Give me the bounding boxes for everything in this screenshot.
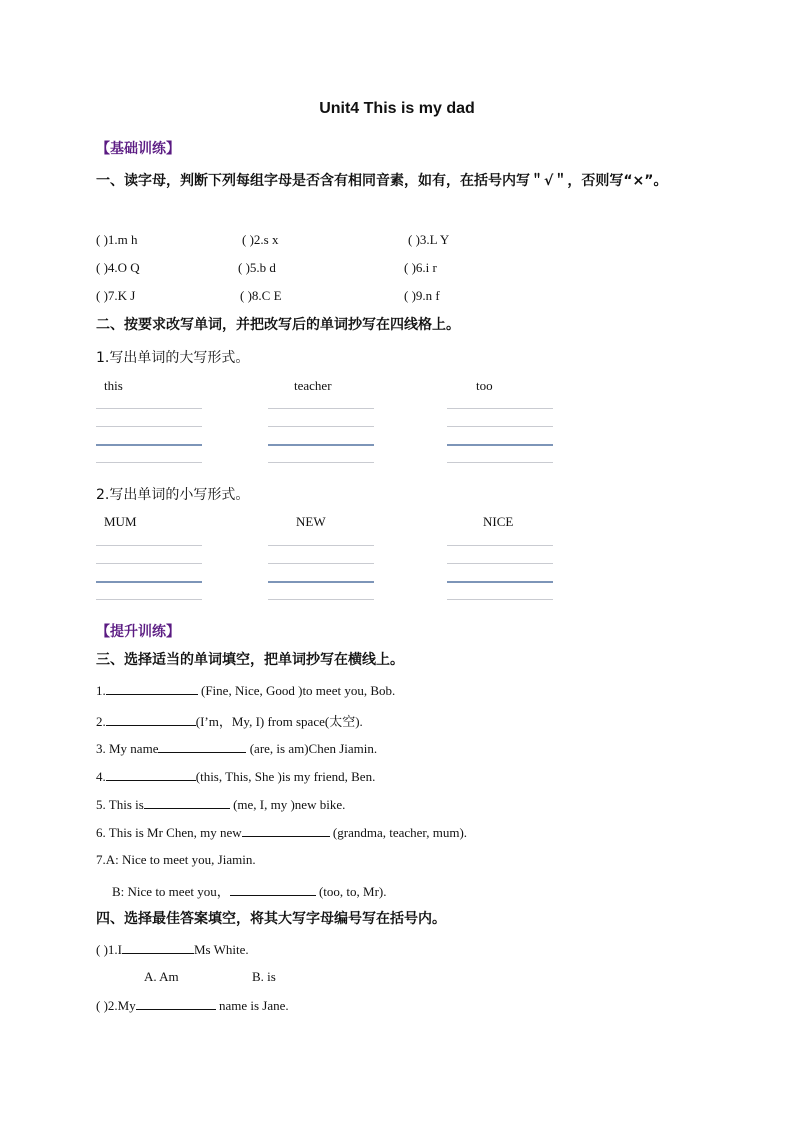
q2-word: too [476, 378, 493, 393]
q1-item: ( )9.n f [404, 288, 440, 303]
answer-blank[interactable] [144, 796, 230, 809]
q3-item-5: 5. This is (me, I, my )new bike. [96, 797, 346, 812]
q3-item-7b: B: Nice to meet you， (too, to, Mr). [112, 884, 387, 899]
q1-item: ( )1.m h [96, 232, 138, 247]
q3-item-3: 3. My name (are, is am)Chen Jiamin. [96, 741, 378, 756]
q2-heading: 二、按要求改写单词，并把改写后的单词抄写在四线格上。 [96, 317, 460, 333]
q3-item-4: 4. (this, This, She )is my friend, Ben. [96, 769, 376, 784]
q2-word: NEW [296, 514, 326, 529]
q3-heading: 三、选择适当的单词填空，把单词抄写在横线上。 [96, 652, 404, 668]
q2-word: teacher [294, 378, 332, 393]
q1-heading: 一、读字母，判断下列每组字母是否含有相同音素，如有，在括号内写＂√＂，否则写“×”。 [96, 173, 668, 189]
q1-item: ( )4.O Q [96, 260, 140, 275]
answer-blank[interactable] [106, 768, 196, 781]
answer-blank[interactable] [122, 941, 194, 954]
q3-item-2: 2. (I’m，My, I) from space(太空). [96, 714, 363, 729]
four-line-grid[interactable] [447, 545, 553, 601]
q3-item-1: 1. (Fine, Nice, Good )to meet you, Bob. [96, 683, 396, 698]
answer-blank[interactable] [106, 682, 198, 695]
answer-blank[interactable] [106, 713, 196, 726]
q4-option-a[interactable]: A. Am [144, 969, 179, 984]
q1-item: ( )8.C E [240, 288, 282, 303]
q4-item-1: ( )1.I Ms White. [96, 942, 249, 957]
four-line-grid[interactable] [96, 408, 202, 464]
q2-word: MUM [104, 514, 137, 529]
q1-item: ( )3.L Y [408, 232, 450, 247]
q2-word: NICE [483, 514, 514, 529]
q1-item: ( )7.K J [96, 288, 136, 303]
four-line-grid[interactable] [268, 408, 374, 464]
q2-sub2: 2.写出单词的小写形式。 [96, 487, 250, 503]
q4-option-b[interactable]: B. is [252, 969, 276, 984]
q2-word: this [104, 378, 123, 393]
four-line-grid[interactable] [268, 545, 374, 601]
answer-blank[interactable] [136, 997, 216, 1010]
answer-blank[interactable] [158, 740, 246, 753]
q1-item: ( )6.i r [404, 260, 437, 275]
q2-sub1: 1.写出单词的大写形式。 [96, 350, 250, 366]
four-line-grid[interactable] [96, 545, 202, 601]
q4-item-2: ( )2.My name is Jane. [96, 998, 289, 1013]
q4-heading: 四、选择最佳答案填空，将其大写字母编号写在括号内。 [96, 911, 446, 927]
q3-item-7a: 7.A: Nice to meet you, Jiamin. [96, 852, 256, 867]
page-title: Unit4 This is my dad [319, 100, 475, 117]
four-line-grid[interactable] [447, 408, 553, 464]
section-advanced-tag: 【提升训练】 [96, 624, 180, 640]
q3-item-6: 6. This is Mr Chen, my new (grandma, teacher, mum). [96, 825, 468, 840]
answer-blank[interactable] [230, 883, 316, 896]
section-basic-tag: 【基础训练】 [96, 141, 180, 157]
q1-item: ( )2.s x [242, 232, 279, 247]
answer-blank[interactable] [242, 824, 330, 837]
q1-item: ( )5.b d [238, 260, 276, 275]
